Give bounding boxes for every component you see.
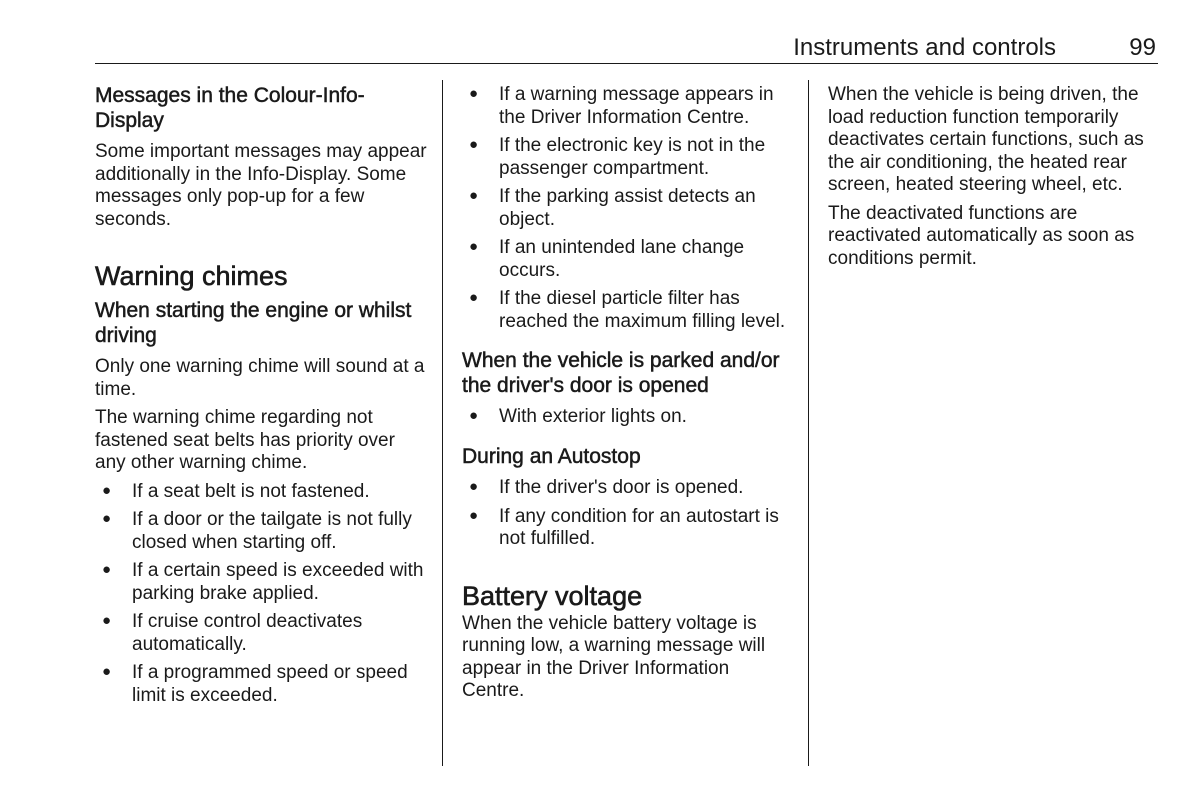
autostop-list <box>462 477 794 551</box>
parked-list <box>462 406 794 429</box>
column-divider-1 <box>442 80 443 766</box>
warning-chimes-heading: Warning chimes <box>95 261 288 291</box>
battery-voltage-text: When the vehicle battery voltage is running low, a warning message will appear in the Driver Information Centre. <box>462 612 766 701</box>
chime-text-2: The warning chime regarding not fastened seat belts has priority over any other warning chime. <box>95 407 395 473</box>
list-item: ● With exterior lights on. <box>462 406 794 429</box>
column-3 <box>828 84 1160 276</box>
list-item: ● If any condition for an autostart is not fulfilled. <box>462 506 794 551</box>
list-item: ● If the driver's door is opened. <box>462 477 794 500</box>
chime-conditions-list <box>95 481 430 708</box>
list-item: ● If a programmed speed or speed limit is exceeded. <box>95 662 430 707</box>
battery-voltage-heading: Battery voltage <box>462 580 643 611</box>
list-item: ● If the parking assist detects an object. <box>462 186 794 231</box>
list-item: ● If an unintended lane change occurs. <box>462 237 794 282</box>
starting-engine-heading: When starting the engine or whilst driving <box>95 299 412 347</box>
autostop-heading: During an Autostop <box>462 444 641 468</box>
list-item: ● If a door or the tailgate is not fully closed when starting off. <box>95 509 430 554</box>
chime-conditions-continued-list <box>462 84 794 333</box>
chime-text-1: Only one warning chime will sound at a time. <box>95 356 425 400</box>
header-rule <box>95 63 1158 64</box>
column-2 <box>462 84 794 709</box>
colour-info-heading: Messages in the Colour-Info-Display <box>95 84 365 132</box>
list-item: ● If the diesel particle filter has reached the maximum filling level. <box>462 288 794 333</box>
column-divider-2 <box>808 80 809 766</box>
colour-info-text: Some important messages may appear additionally in the Info-Display. Some messages only pop-up for a few seconds. <box>95 141 427 230</box>
list-item: ● If the electronic key is not in the passenger compartment. <box>462 135 794 180</box>
load-reduction-text: When the vehicle is being driven, the load reduction function temporarily deactivates certain functions, such as the air conditioning, the heated rear screen, heated steering wheel, etc. <box>828 84 1144 195</box>
column-1 <box>95 84 430 713</box>
page-number: 99 <box>1129 34 1156 61</box>
reactivation-text: The deactivated functions are reactivated automatically as soon as conditions permit. <box>828 202 1135 269</box>
header-title: Instruments and controls <box>793 34 1056 61</box>
list-item: ● If a warning message appears in the Driver Information Centre. <box>462 84 794 129</box>
parked-heading: When the vehicle is parked and/or the driver's door is opened <box>462 349 780 397</box>
list-item: ● If a seat belt is not fastened. <box>95 481 430 504</box>
list-item: ● If cruise control deactivates automatically. <box>95 611 430 656</box>
list-item: ● If a certain speed is exceeded with parking brake applied. <box>95 560 430 605</box>
